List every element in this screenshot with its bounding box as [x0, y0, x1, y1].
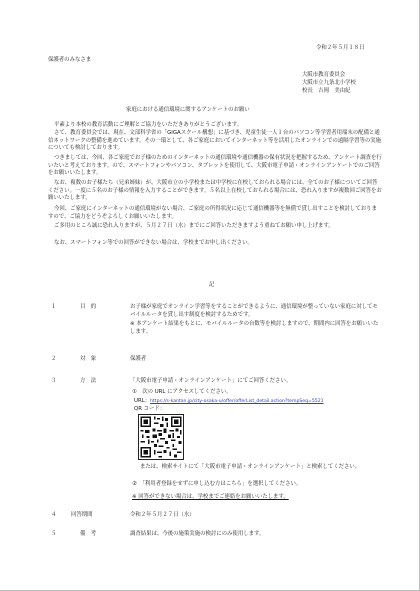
- item-label-purpose: 目 的: [80, 304, 97, 310]
- qr-label: QR コード：: [134, 406, 166, 412]
- paragraph-greeting: 平素より本校の教育活動にご理解とご協力をいただきありがとうございます。: [54, 122, 243, 128]
- addressee: 保護者のみなさま: [48, 57, 92, 63]
- target-text: 保護者: [130, 356, 147, 362]
- paragraph-contact: なお、スマートフォン等での回答ができない場合は、学校までお申し出ください。: [54, 240, 253, 246]
- qr-code-image[interactable]: [138, 414, 184, 460]
- item-number-5: ５: [51, 531, 57, 537]
- paragraph-deadline: ご多用のところ誠に恐れ入りますが、５月２７日（水）までにご回答いただきますよう重ねてお願い申し上げます。: [54, 223, 334, 229]
- item-number-1: １: [51, 304, 57, 310]
- paragraph-background: さて、教育委員会では、現在、文部科学省の「GIGAスクール構想」に基づき、児童生徒一人１台のパソコン等学習者用端末の配備と通信ネットワークの整備を進めています。その一環として、各ご家庭においてインターネット等を活用したオンラインでの遠隔学習等の実施についても検討しております。: [48, 130, 382, 152]
- item-number-2: ２: [51, 356, 57, 362]
- item-label-target: 対 象: [80, 356, 97, 362]
- item-number-4: ４: [51, 512, 57, 518]
- issue-date: 令和２年５月１８日: [316, 45, 365, 51]
- survey-url-link[interactable]: https://s-kantan.jp/city-osaka-u/offer/offerList_detail.action?tempSeq=5521: [150, 399, 324, 404]
- purpose-text: お子様が家庭でオンライン学習等をすることができるように、通信環境が整っていない家庭に対してモバイルルータを貸し出す制度を検討するためです。: [130, 304, 378, 318]
- document-title: 家庭における通信環境に関するアンケートのお願い: [126, 107, 250, 113]
- method-line: 「大阪市電子申請・オンラインアンケート」にてご回答ください。: [130, 378, 292, 384]
- remarks-text: 調査結果は、今後の施策実施の検討にのみ使用します。: [130, 531, 265, 537]
- ki-heading: 記: [209, 282, 215, 288]
- url-label: URL：: [134, 398, 151, 404]
- search-alternative: または、検索サイトにて「大阪市電子申請・オンラインアンケート」と検索してください。: [140, 464, 361, 470]
- sender-principal: 校長 吉岡 美由紀: [302, 88, 351, 94]
- purpose-note: ※ 本アンケート結果をもとに、モバイルルータの台数等を検討しますので、期間内に回答をお願いいたします。: [130, 321, 379, 335]
- paragraph-siblings: なお、複数のお子様たち（兄弟姉妹）が、大阪市立の小学校または中学校に在校しておられる場合には、全てのお子様についてご回答ください。一度に５名のお子様の情報を入力することができます。５名以上在校しておられる場合には、恐れ入りますが複数回ご回答をお願いいたします。: [48, 180, 382, 202]
- item-label-remarks: 備 考: [80, 531, 97, 537]
- method-step-2: ② 「利用者登録をせずに申し込む方はこちら」を選択してください。: [132, 481, 302, 487]
- sender-board: 大阪市教育委員会: [302, 72, 346, 78]
- deadline-text: 令和２年５月２７日（水）: [130, 512, 195, 518]
- method-note: ※ 回答ができない場合は、学校までご連絡をお願いいたします。: [132, 494, 289, 500]
- paragraph-request: つきましては、今回、各ご家庭でお子様のためのインターネットの通信環境や通信機器の保有状況を把握するため、アンケート調査を行いたいと考えております。ので、スマートフォンやパソコン、タブレットを使用して、大阪市電子申請・オンラインアンケートでのご回答をお願いいたします。: [48, 155, 382, 177]
- method-step-1: ① 次の URL にアクセスしてください。: [132, 389, 232, 395]
- item-label-method: 方 法: [80, 378, 97, 384]
- item-label-deadline: 回答期間: [71, 512, 93, 518]
- sender-school: 大阪市立九条北小学校: [302, 80, 356, 86]
- item-number-3: ３: [51, 378, 57, 384]
- paragraph-rental: 今回、ご家庭にインターネットの通信環境がない場合、ご家庭の所得状況に応じて通信機器等を無償で貸し出すことを検討しておりますので、ご協力をどうぞよろしくお願いいたします。: [48, 206, 377, 220]
- url-row: [134, 398, 324, 406]
